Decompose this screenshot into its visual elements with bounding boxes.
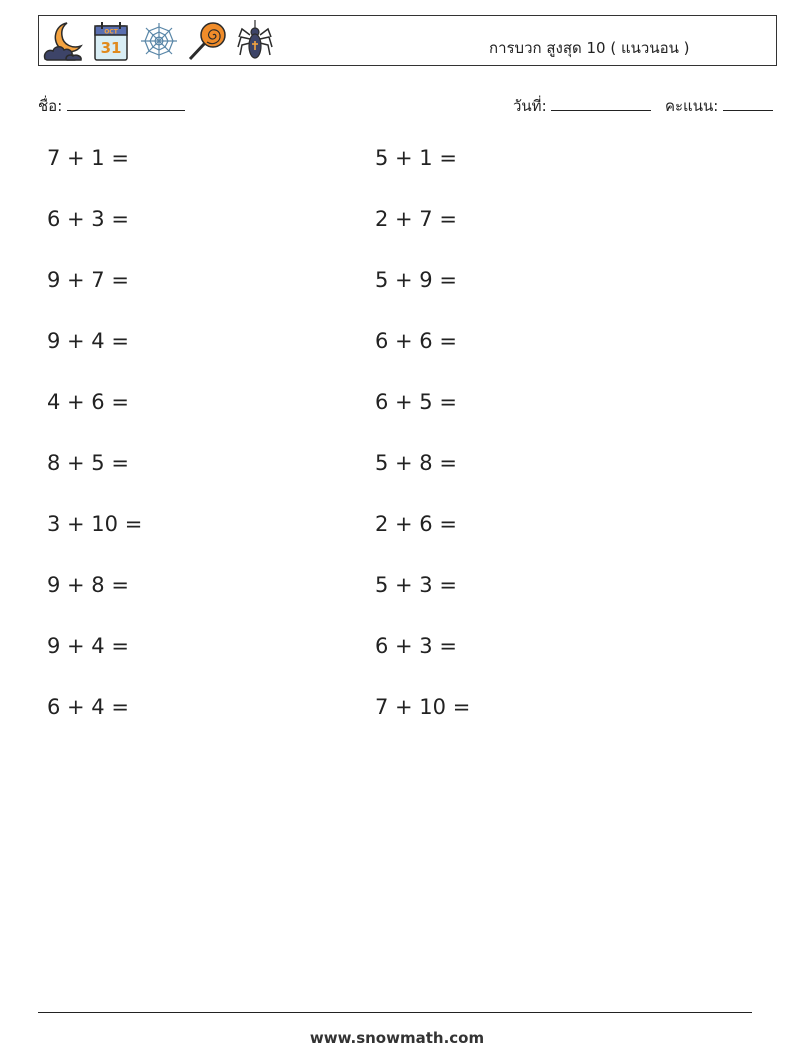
date-label: วันที่: bbox=[513, 97, 547, 115]
score-label: คะแนน: bbox=[664, 97, 719, 115]
problem-item: 6 + 5 = bbox=[375, 390, 457, 414]
name-field bbox=[38, 94, 185, 118]
problem-item: 2 + 7 = bbox=[375, 207, 457, 231]
calendar-month-text: OCT bbox=[104, 28, 118, 36]
header-icons bbox=[41, 19, 277, 63]
moon-cloud-icon bbox=[41, 19, 85, 63]
name-blank[interactable] bbox=[67, 96, 185, 111]
problem-item: 7 + 1 = bbox=[47, 146, 129, 170]
footer-divider bbox=[38, 1012, 752, 1013]
worksheet-title: การบวก สูงสุด 10 ( แนวนอน ) bbox=[489, 39, 690, 57]
problem-item: 4 + 6 = bbox=[47, 390, 129, 414]
problem-item: 3 + 10 = bbox=[47, 512, 143, 536]
problem-item: 6 + 6 = bbox=[375, 329, 457, 353]
date-score-fields bbox=[513, 94, 773, 118]
problem-item: 7 + 10 = bbox=[375, 695, 471, 719]
worksheet-header bbox=[38, 15, 777, 66]
calendar-day-text: 31 bbox=[100, 39, 122, 57]
problem-item: 9 + 4 = bbox=[47, 329, 129, 353]
problem-item: 9 + 7 = bbox=[47, 268, 129, 292]
problem-item: 6 + 3 = bbox=[47, 207, 129, 231]
lollipop-icon bbox=[185, 19, 229, 63]
name-label: ชื่อ: bbox=[38, 97, 63, 115]
problem-item: 5 + 1 = bbox=[375, 146, 457, 170]
score-blank[interactable] bbox=[723, 96, 773, 111]
spider-icon bbox=[233, 19, 277, 63]
problem-item: 5 + 8 = bbox=[375, 451, 457, 475]
spiderweb-icon bbox=[137, 19, 181, 63]
problem-item: 5 + 3 = bbox=[375, 573, 457, 597]
problem-item: 8 + 5 = bbox=[47, 451, 129, 475]
calendar-oct-31-icon bbox=[89, 19, 133, 63]
date-blank[interactable] bbox=[551, 96, 651, 111]
problem-item: 6 + 4 = bbox=[47, 695, 129, 719]
footer-website[interactable]: www.snowmath.com bbox=[309, 1029, 485, 1047]
problem-item: 6 + 3 = bbox=[375, 634, 457, 658]
problem-item: 9 + 4 = bbox=[47, 634, 129, 658]
problem-item: 5 + 9 = bbox=[375, 268, 457, 292]
problem-item: 9 + 8 = bbox=[47, 573, 129, 597]
problem-item: 2 + 6 = bbox=[375, 512, 457, 536]
